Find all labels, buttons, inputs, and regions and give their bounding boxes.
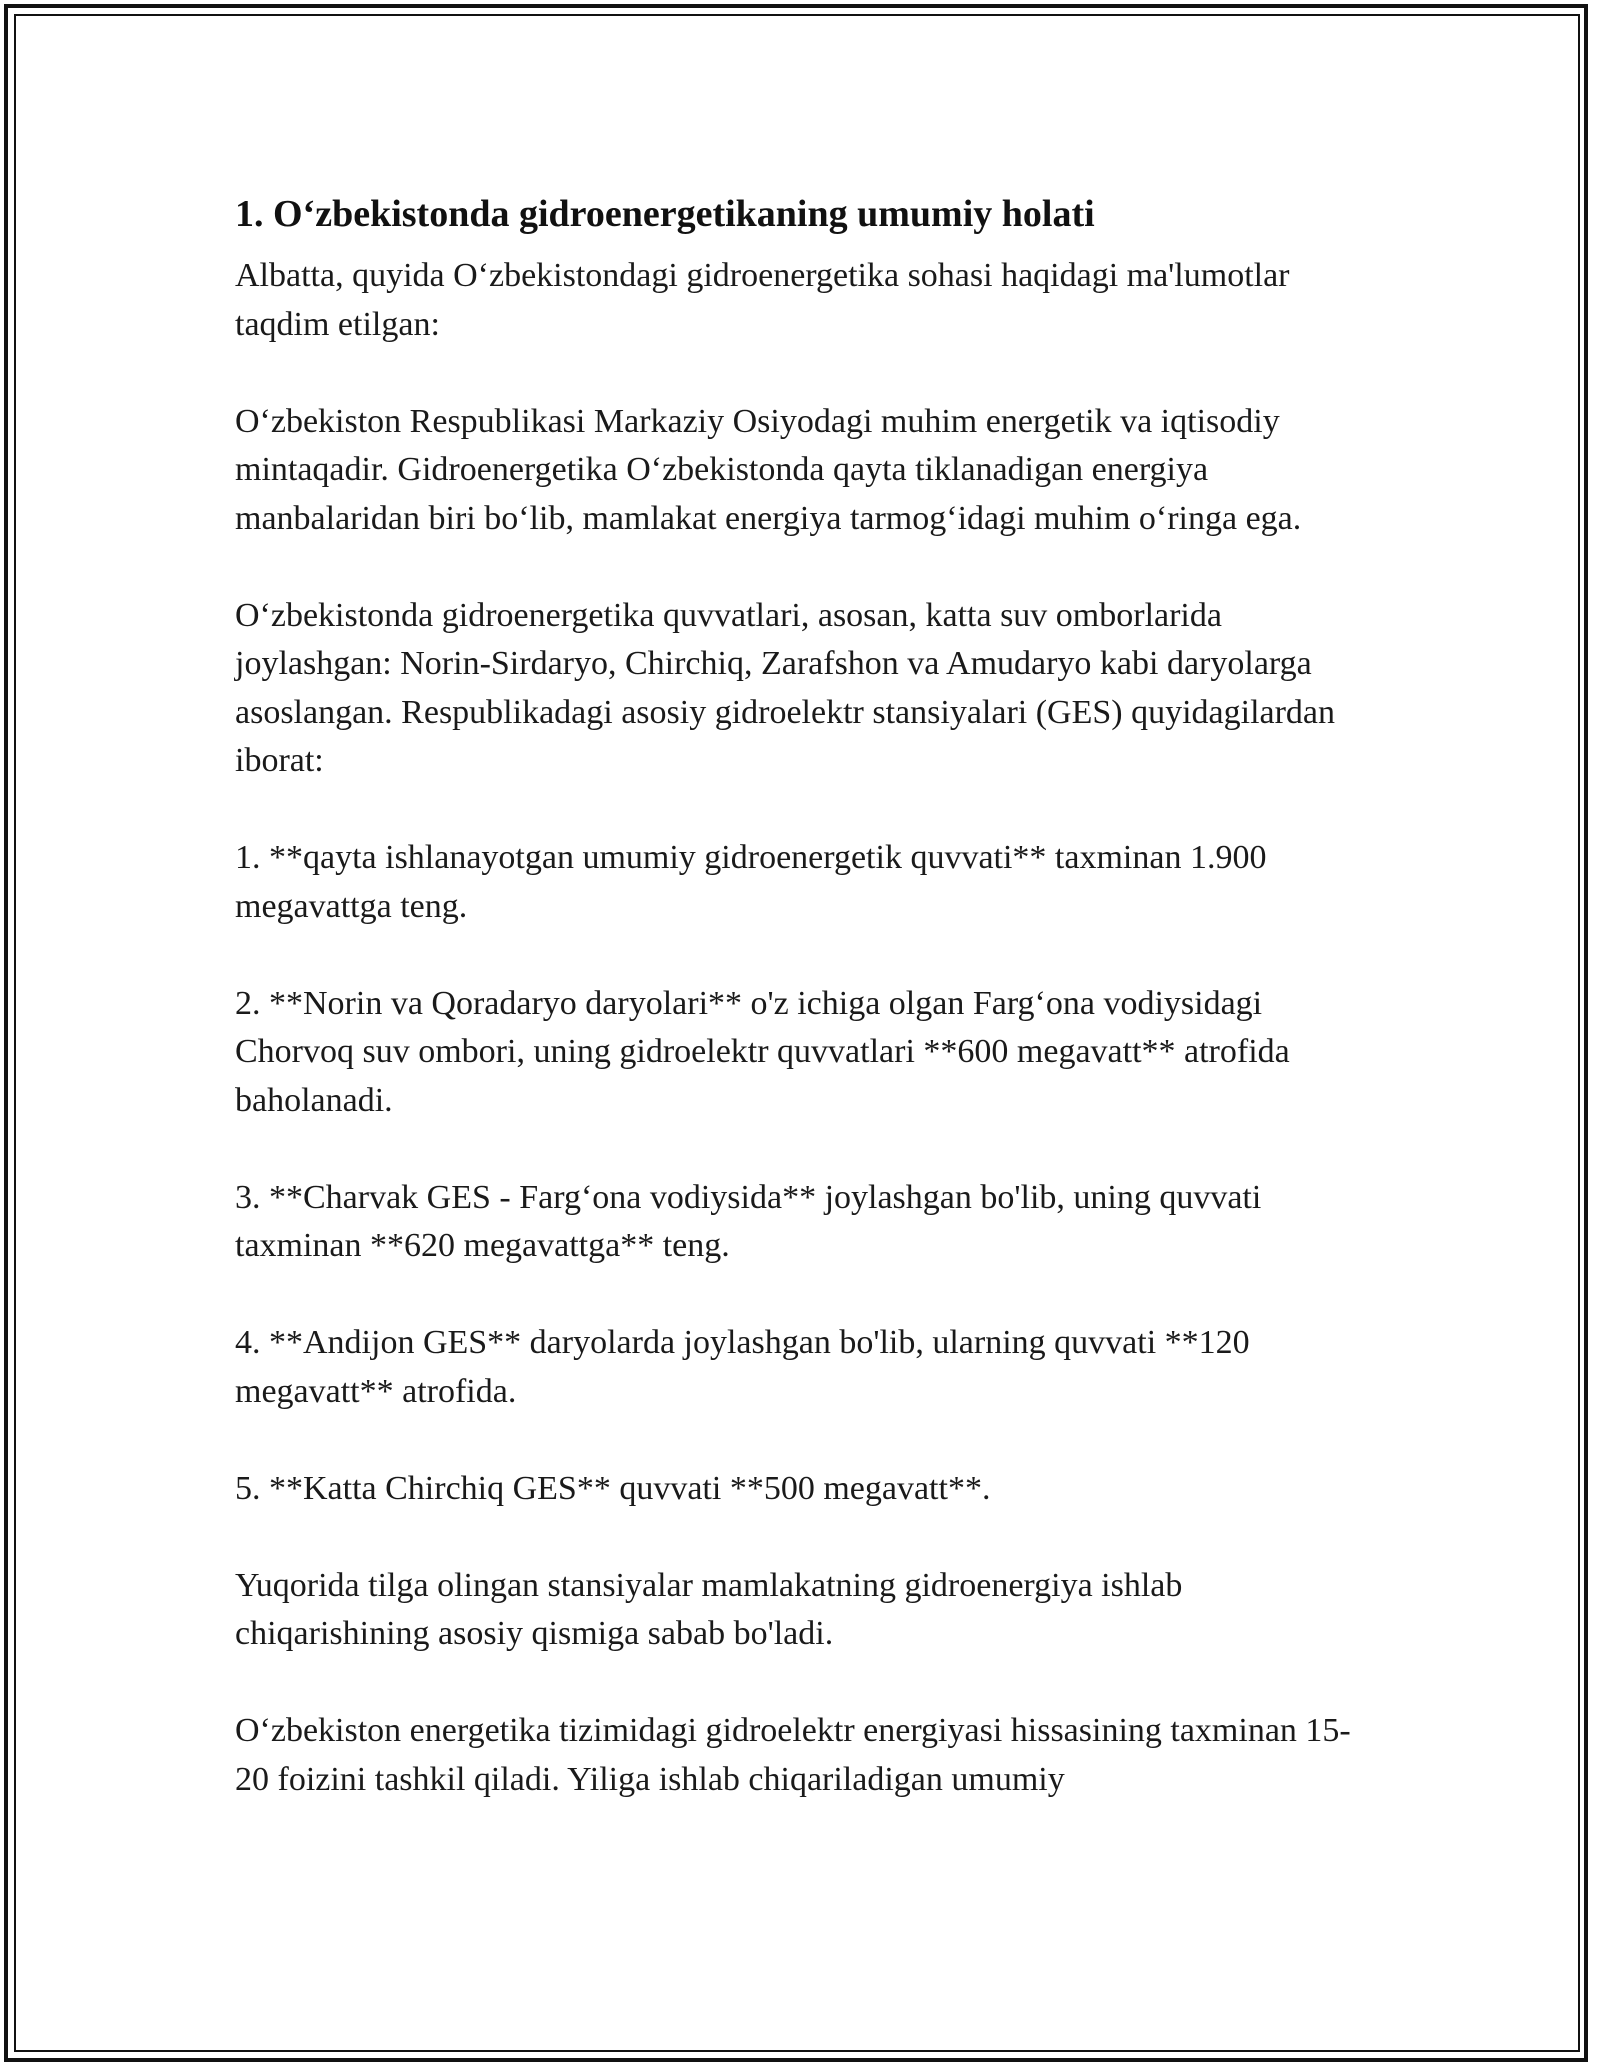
list-item-5: 5. **Katta Chirchiq GES** quvvati **500 megavatt**.	[235, 1469, 991, 1507]
paragraph-share: O‘zbekiston energetika tizimidagi gidroelektr energiyasi hissasining taxminan 15-20 foizini tashkil qiladi. Yiliga ishlab chiqariladigan umumiy	[235, 1712, 1351, 1798]
section-heading: 1. O‘zbekistonda gidroenergetikaning umumiy holati	[235, 193, 1095, 235]
list-item-2: 2. **Norin va Qoradaryo daryolari** o'z ichiga olgan Farg‘ona vodiysidagi Chorvoq suv ombori, uning gidroelektr quvvatlari **600 megavatt** atrofida baholanadi.	[235, 984, 1290, 1119]
list-item-1: 1. **qayta ishlanayotgan umumiy gidroenergetik quvvati** taxminan 1.900 megavattga teng.	[235, 839, 1267, 925]
document-body	[235, 188, 1370, 1804]
list-item-4: 4. **Andijon GES** daryolarda joylashgan bo'lib, ularning quvvati **120 megavatt** atrofida.	[235, 1324, 1250, 1410]
intro-paragraph: Albatta, quyida O‘zbekistondagi gidroenergetika sohasi haqidagi ma'lumotlar taqdim etilgan:	[235, 257, 1290, 343]
paragraph-summary: Yuqorida tilga olingan stansiyalar mamlakatning gidroenergiya ishlab chiqarishining asosiy qismiga sabab bo'ladi.	[235, 1566, 1183, 1652]
paragraph-capacities: O‘zbekistonda gidroenergetika quvvatlari, asosan, katta suv omborlarida joylashgan: Norin-Sirdaryo, Chirchiq, Zarafshon va Amudaryo kabi daryolarga asoslangan. Respublikadagi asosiy gidroelektr stansiyalari (GES) quyidagilardan iborat:	[235, 596, 1336, 779]
paragraph-overview: O‘zbekiston Respublikasi Markaziy Osiyodagi muhim energetik va iqtisodiy mintaqadir. Gidroenergetika O‘zbekistonda qayta tiklanadigan energiya manbalaridan biri bo‘lib, mamlakat energiya tarmog‘idagi muhim o‘ringa ega.	[235, 402, 1302, 537]
list-item-3: 3. **Charvak GES - Farg‘ona vodiysida** joylashgan bo'lib, uning quvvati taxminan **620 megavattga** teng.	[235, 1178, 1262, 1264]
